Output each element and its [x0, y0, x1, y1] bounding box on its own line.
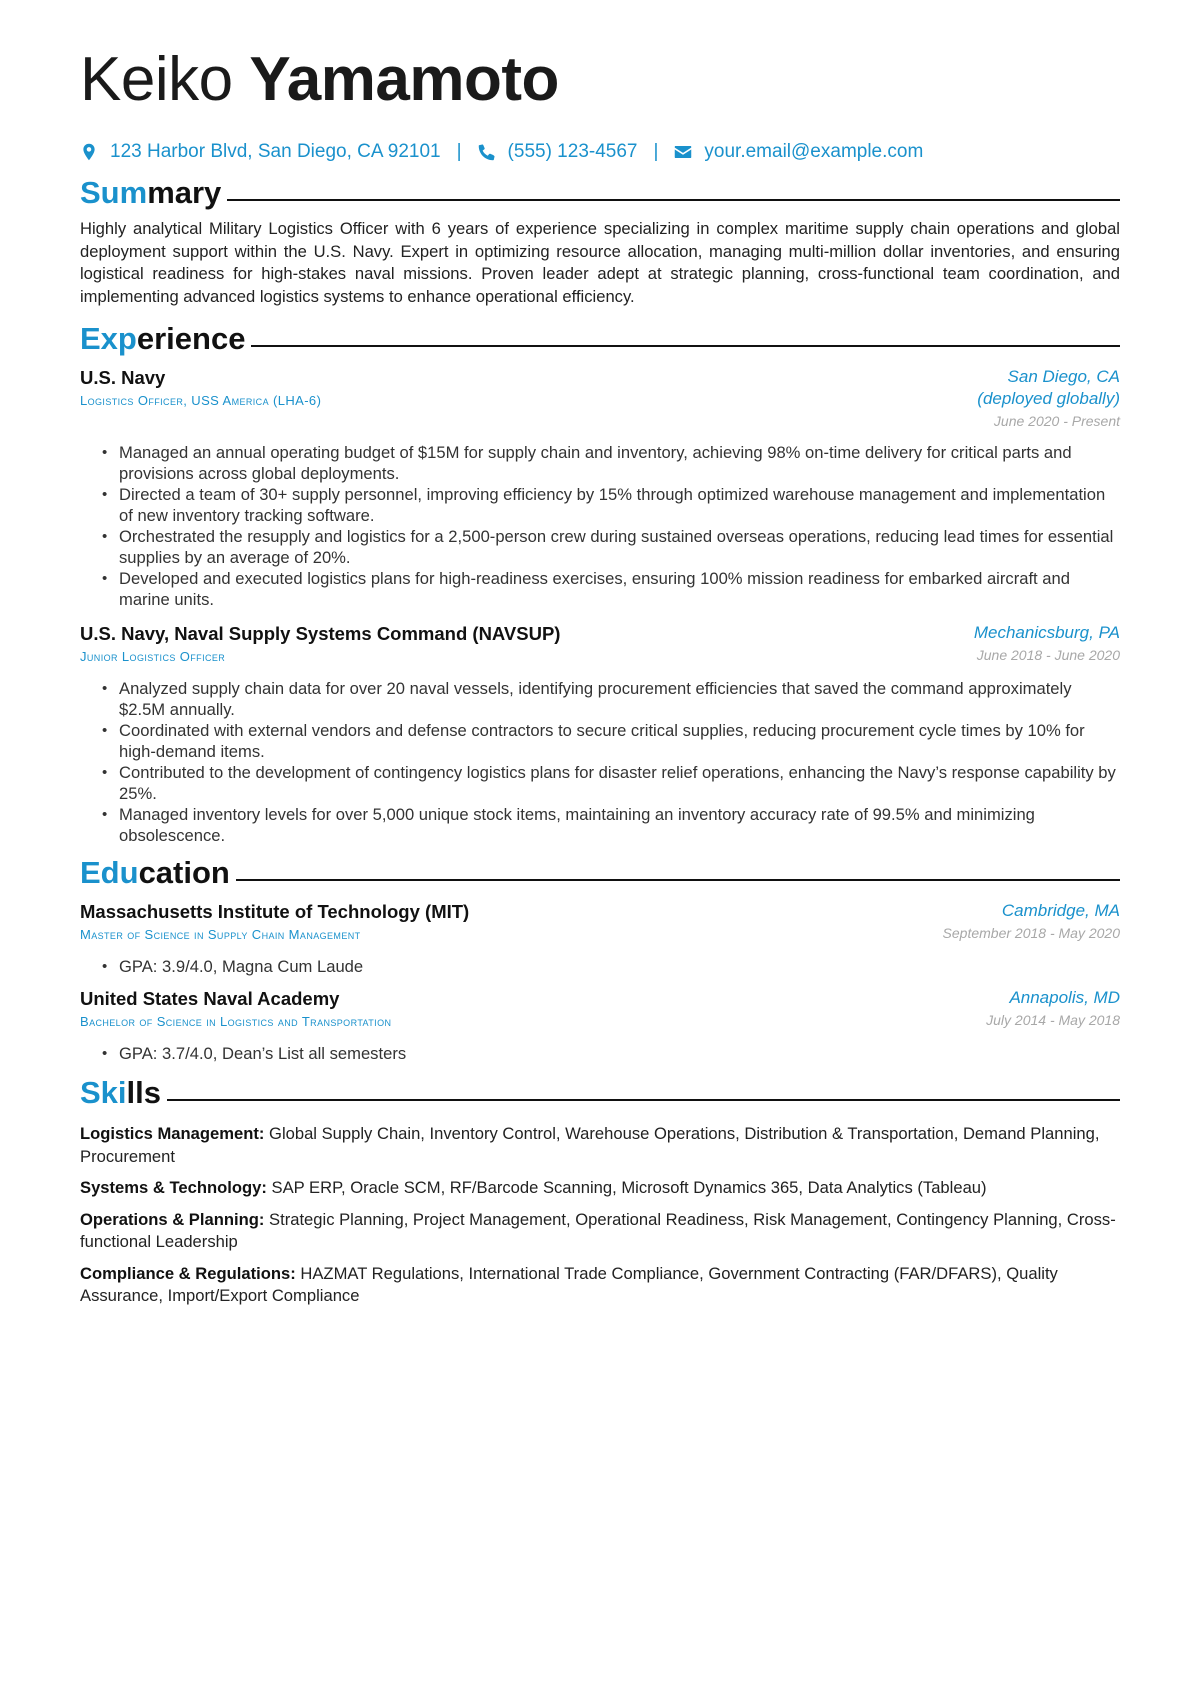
education-heading — [80, 852, 1120, 894]
skill-category: Logistics Management: — [80, 1124, 265, 1143]
resume-page — [80, 40, 1120, 1308]
email-item[interactable] — [674, 141, 923, 163]
phone-item — [478, 141, 638, 163]
last-name: Yamamoto — [249, 45, 559, 114]
entry-organization: Massachusetts Institute of Technology (MIT) — [80, 901, 470, 922]
experience-entry — [80, 622, 1120, 846]
list-item: • GPA: 3.9/4.0, Magna Cum Laude — [80, 956, 1120, 977]
education-entry — [80, 987, 1120, 1064]
entry-location: Annapolis, MD — [1009, 988, 1120, 1007]
email-link[interactable]: your.email@example.com — [704, 141, 924, 162]
section-title: Experience — [80, 321, 246, 356]
skill-values: HAZMAT Regulations, International Trade Compliance, Government Contracting (FAR/DFARS), Quality Assurance, Import/Export Compliance — [80, 1263, 1058, 1305]
entry-location: Cambridge, MA — [1001, 901, 1120, 920]
skill-category: Systems & Technology: — [80, 1178, 267, 1197]
entry-role: Junior Logistics Officer — [80, 649, 226, 664]
first-name: Keiko — [80, 45, 233, 114]
candidate-name — [80, 40, 1120, 120]
entry-dates: September 2018 - May 2020 — [942, 925, 1120, 941]
skills-list — [80, 1123, 1120, 1308]
section-title: Summary — [80, 175, 222, 210]
skill-row — [80, 1177, 1120, 1200]
skill-values: SAP ERP, Oracle SCM, RF/Barcode Scanning, Microsoft Dynamics 365, Data Analytics (Tableau) — [271, 1178, 987, 1197]
entry-bullets — [80, 442, 1120, 610]
section-rule — [236, 879, 1120, 881]
skill-row — [80, 1209, 1120, 1254]
summary-text: Highly analytical Military Logistics Officer with 6 years of experience specializing in complex maritime supply chain operations and global deployment support within the U.S. Navy. Expert in optimizing resource allocation, managing multi-million dollar inventories, and ensuring logistical readiness for high-stakes naval missions. Proven leader adept at strategic planning, cross-functional team coordination, and implementing advanced logistics systems to enhance operational efficiency. — [80, 219, 1120, 306]
section-rule — [227, 199, 1120, 201]
skills-heading — [80, 1072, 1120, 1114]
experience-heading — [80, 318, 1120, 360]
list-item: • GPA: 3.7/4.0, Dean’s List all semesters — [80, 1043, 1120, 1064]
list-item: • Analyzed supply chain data for over 20 naval vessels, identifying procurement efficiencies that saved the command approximately $2.5M annually. — [80, 678, 1120, 720]
skill-row — [80, 1123, 1120, 1168]
experience-entry — [80, 366, 1120, 610]
list-item: • Orchestrated the resupply and logistics for a 2,500-person crew during sustained overseas operations, reducing lead times for essential supplies by an average of 20%. — [80, 526, 1120, 568]
address-text: 123 Harbor Blvd, San Diego, CA 92101 — [110, 141, 441, 162]
list-item: • Developed and executed logistics plans for high-readiness exercises, ensuring 100% mission readiness for embarked aircraft and marine units. — [80, 568, 1120, 610]
entry-dates: June 2020 - Present — [993, 413, 1120, 429]
entry-bullets — [80, 678, 1120, 846]
list-item: • Contributed to the development of contingency logistics plans for disaster relief operations, enhancing the Navy’s response capability by 25%. — [80, 762, 1120, 804]
entry-organization: U.S. Navy, Naval Supply Systems Command (NAVSUP) — [80, 623, 561, 644]
entry-role: Master of Science in Supply Chain Management — [80, 927, 361, 942]
phone-icon — [478, 143, 496, 161]
skill-row — [80, 1263, 1120, 1308]
entry-bullets — [80, 1043, 1120, 1064]
list-item: • Coordinated with external vendors and defense contractors to secure critical supplies, reducing procurement cycle times by 10% for high-demand items. — [80, 720, 1120, 762]
list-item: • Managed an annual operating budget of $15M for supply chain and inventory, achieving 98% on-time delivery for critical parts and provisions across global deployments. — [80, 442, 1120, 484]
skill-category: Operations & Planning: — [80, 1209, 265, 1229]
skill-category: Compliance & Regulations: — [80, 1263, 296, 1283]
entry-location: Mechanicsburg, PA — [973, 623, 1120, 642]
map-marker-icon — [80, 143, 98, 161]
envelope-icon — [674, 143, 692, 161]
phone-text: (555) 123-4567 — [507, 141, 638, 162]
list-item: • Managed inventory levels for over 5,000 unique stock items, maintaining an inventory accuracy rate of 99.5% and minimizing obsolescence. — [80, 804, 1120, 846]
entry-dates: July 2014 - May 2018 — [986, 1012, 1120, 1028]
entry-role: Bachelor of Science in Logistics and Transportation — [80, 1014, 392, 1029]
entry-bullets — [80, 956, 1120, 977]
section-title: Education — [80, 855, 230, 890]
section-title: Skills — [80, 1075, 161, 1110]
entry-organization: United States Naval Academy — [80, 988, 340, 1009]
address-item — [80, 141, 441, 163]
entry-location: San Diego, CA (deployed globally) — [977, 367, 1120, 408]
entry-dates: June 2018 - June 2020 — [976, 647, 1120, 663]
entry-role: Logistics Officer, USS America (LHA-6) — [80, 393, 322, 408]
contact-separator: | — [456, 141, 462, 162]
skill-values: Global Supply Chain, Inventory Control, Warehouse Operations, Distribution & Transportation, Demand Planning, Procurement — [80, 1124, 1100, 1166]
skill-values: Strategic Planning, Project Management, Operational Readiness, Risk Management, Contingency Planning, Cross-functional Leadership — [80, 1209, 1116, 1251]
education-entry — [80, 900, 1120, 977]
contact-line — [80, 138, 1120, 166]
list-item: • Directed a team of 30+ supply personnel, improving efficiency by 15% through optimized warehouse management and implementation of new inventory tracking software. — [80, 484, 1120, 526]
section-rule — [167, 1099, 1120, 1101]
entry-organization: U.S. Navy — [80, 367, 166, 388]
contact-separator: | — [653, 141, 659, 162]
summary-heading — [80, 172, 1120, 214]
section-rule — [251, 345, 1120, 347]
